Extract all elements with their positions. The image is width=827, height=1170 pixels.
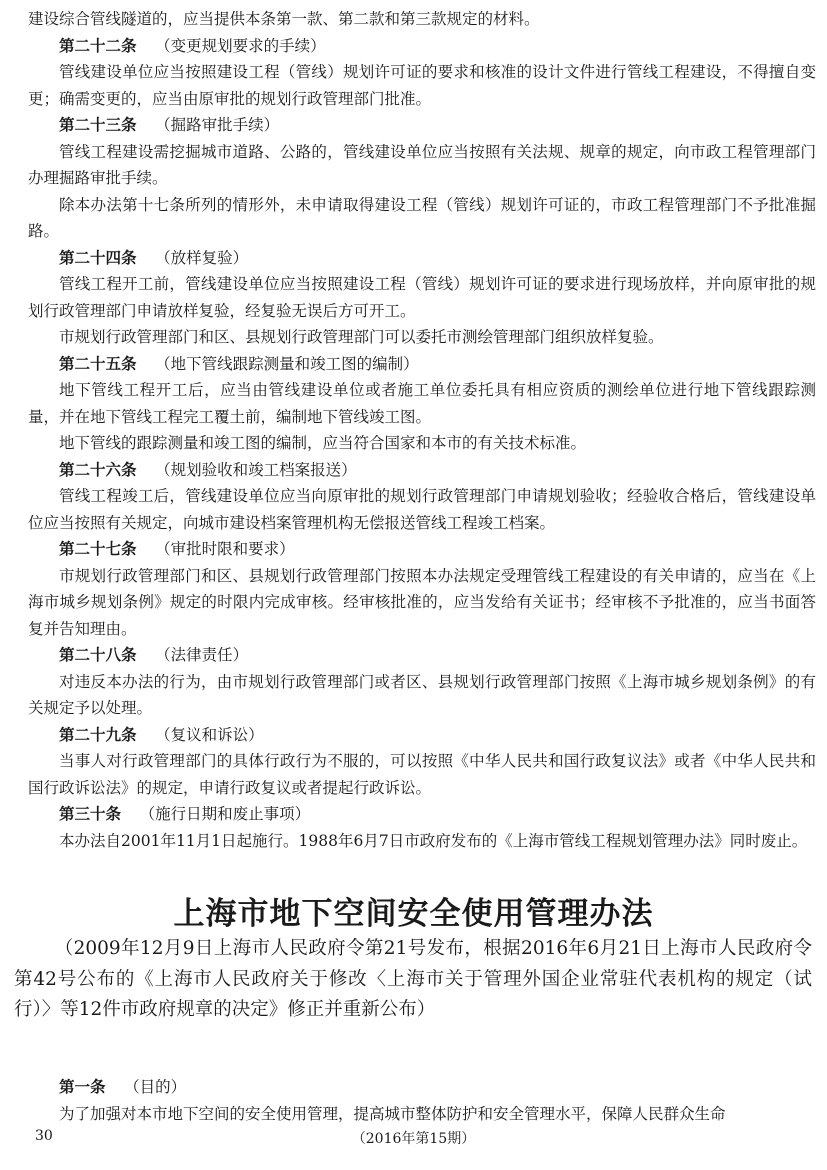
page-number: 30 — [35, 1128, 53, 1144]
article-paragraph: 管线建设单位应当按照建设工程（管线）规划许可证的要求和核准的设计文件进行管线工程建设，不得擅自变更；确需变更的，应当由原审批的规划行政管理部门批准。 — [28, 63, 816, 108]
article-subject: （放样复验） — [155, 248, 249, 267]
article-paragraph: 管线工程竣工后，管线建设单位应当向原审批的规划行政管理部门申请规划验收；经验收合格后，管线建设单位应当按照有关规定，向城市建设档案管理机构无偿报送管线工程竣工档案。 — [28, 487, 816, 532]
article-paragraph: 当事人对行政管理部门的具体行政行为不服的，可以按照《中华人民共和国行政复议法》或者《中华人民共和国行政诉讼法》的规定，申请行政复议或者提起行政诉讼。 — [28, 752, 816, 797]
article-heading — [28, 351, 816, 378]
article-paragraph: 地下管线的跟踪测量和竣工图的编制，应当符合国家和本市的有关技术标准。 — [59, 434, 587, 452]
article-subject: （掘路审批手续） — [155, 116, 280, 134]
regulation-body-text — [28, 6, 816, 854]
article-number: 第二十三条 — [59, 115, 137, 134]
article-heading — [28, 33, 816, 60]
document-subtitle: （2009年12月9日上海市人民政府令第21号发布，根据2016年6月21日上海市人民政府令第42号公布的《上海市人民政府关于修改〈上海市关于管理外国企业常驻代表机构的规定（试行）〉等12件市政府规章的决定》修正并重新公布） — [14, 938, 812, 1020]
article-heading — [28, 245, 816, 272]
article-subject: （变更规划要求的手续） — [155, 36, 326, 55]
article-paragraph: 市规划行政管理部门和区、县规划行政管理部门按照本办法规定受理管线工程建设的有关申请的，应当在《上海市城乡规划条例》规定的时限内完成审核。经审核批准的，应当发给有关证书；经审核不予批准的，应当书面答复并告知理由。 — [28, 566, 816, 638]
article-number: 第三十条 — [59, 804, 122, 823]
article-paragraph: 市规划行政管理部门和区、县规划行政管理部门可以委托市测绘管理部门组织放样复验。 — [59, 328, 664, 346]
article-number: 第二十二条 — [59, 35, 137, 55]
article-paragraph: 为了加强对本市地下空间的安全使用管理，提高城市整体防护和安全管理水平，保障人民群众生命 — [59, 1104, 726, 1123]
new-regulation-start — [28, 1074, 816, 1127]
article-subject: （法律责任） — [155, 646, 249, 664]
article-subject: （目的） — [124, 1078, 187, 1096]
article-paragraph: 除本办法第十七条所列的情形外，未申请取得建设工程（管线）规划许可证的，市政工程管理部门不予批准掘路。 — [28, 195, 816, 240]
article-heading — [28, 457, 816, 484]
article-paragraph: 建设综合管线隧道的，应当提供本条第一款、第二款和第三款规定的材料。 — [28, 10, 540, 28]
article-paragraph: 管线工程开工前，管线建设单位应当按照建设工程（管线）规划许可证的要求进行现场放样，并向原审批的规划行政管理部门申请放样复验，经复验无误后方可开工。 — [28, 275, 816, 320]
article-subject: （复议和诉讼） — [155, 725, 264, 744]
article-number: 第一条 — [59, 1077, 106, 1096]
article-paragraph: 本办法自2001年11月1日起施行。1988年6月7日市政府发布的《上海市管线工程规划管理办法》同时废止。 — [59, 831, 808, 850]
article-heading — [28, 536, 816, 563]
article-paragraph: 管线工程建设需挖掘城市道路、公路的，管线建设单位应当按照有关法规、规章的规定，向市政工程管理部门办理掘路审批手续。 — [28, 142, 816, 187]
article-heading — [28, 722, 816, 749]
article-paragraph: 地下管线工程开工后，应当由管线建设单位或者施工单位委托具有相应资质的测绘单位进行地下管线跟踪测量，并在地下管线工程完工覆土前，编制地下管线竣工图。 — [28, 381, 816, 426]
article-number: 第二十八条 — [59, 645, 137, 664]
article-number: 第二十六条 — [59, 459, 137, 479]
document-title: 上海市地下空间安全使用管理办法 — [173, 896, 654, 932]
article-subject: （审批时限和要求） — [155, 540, 295, 558]
article-heading — [28, 112, 816, 139]
article-heading — [28, 642, 816, 669]
article-number: 第二十四条 — [59, 247, 137, 267]
article-subject: （地下管线跟踪测量和竣工图的编制） — [155, 354, 419, 373]
article-paragraph: 对违反本办法的行为，由市规划行政管理部门或者区、县规划行政管理部门按照《上海市城乡规划条例》的有关规定予以处理。 — [28, 672, 816, 717]
article-number: 第二十五条 — [59, 353, 137, 373]
article-number: 第二十九条 — [59, 724, 137, 744]
issue-label: （2016年第15期） — [351, 1131, 476, 1147]
article-heading — [28, 801, 816, 828]
article-heading — [28, 1074, 816, 1101]
article-subject: （施行日期和废止事项） — [139, 805, 311, 823]
article-subject: （规划验收和竣工档案报送） — [155, 460, 357, 479]
article-number: 第二十七条 — [59, 539, 137, 558]
